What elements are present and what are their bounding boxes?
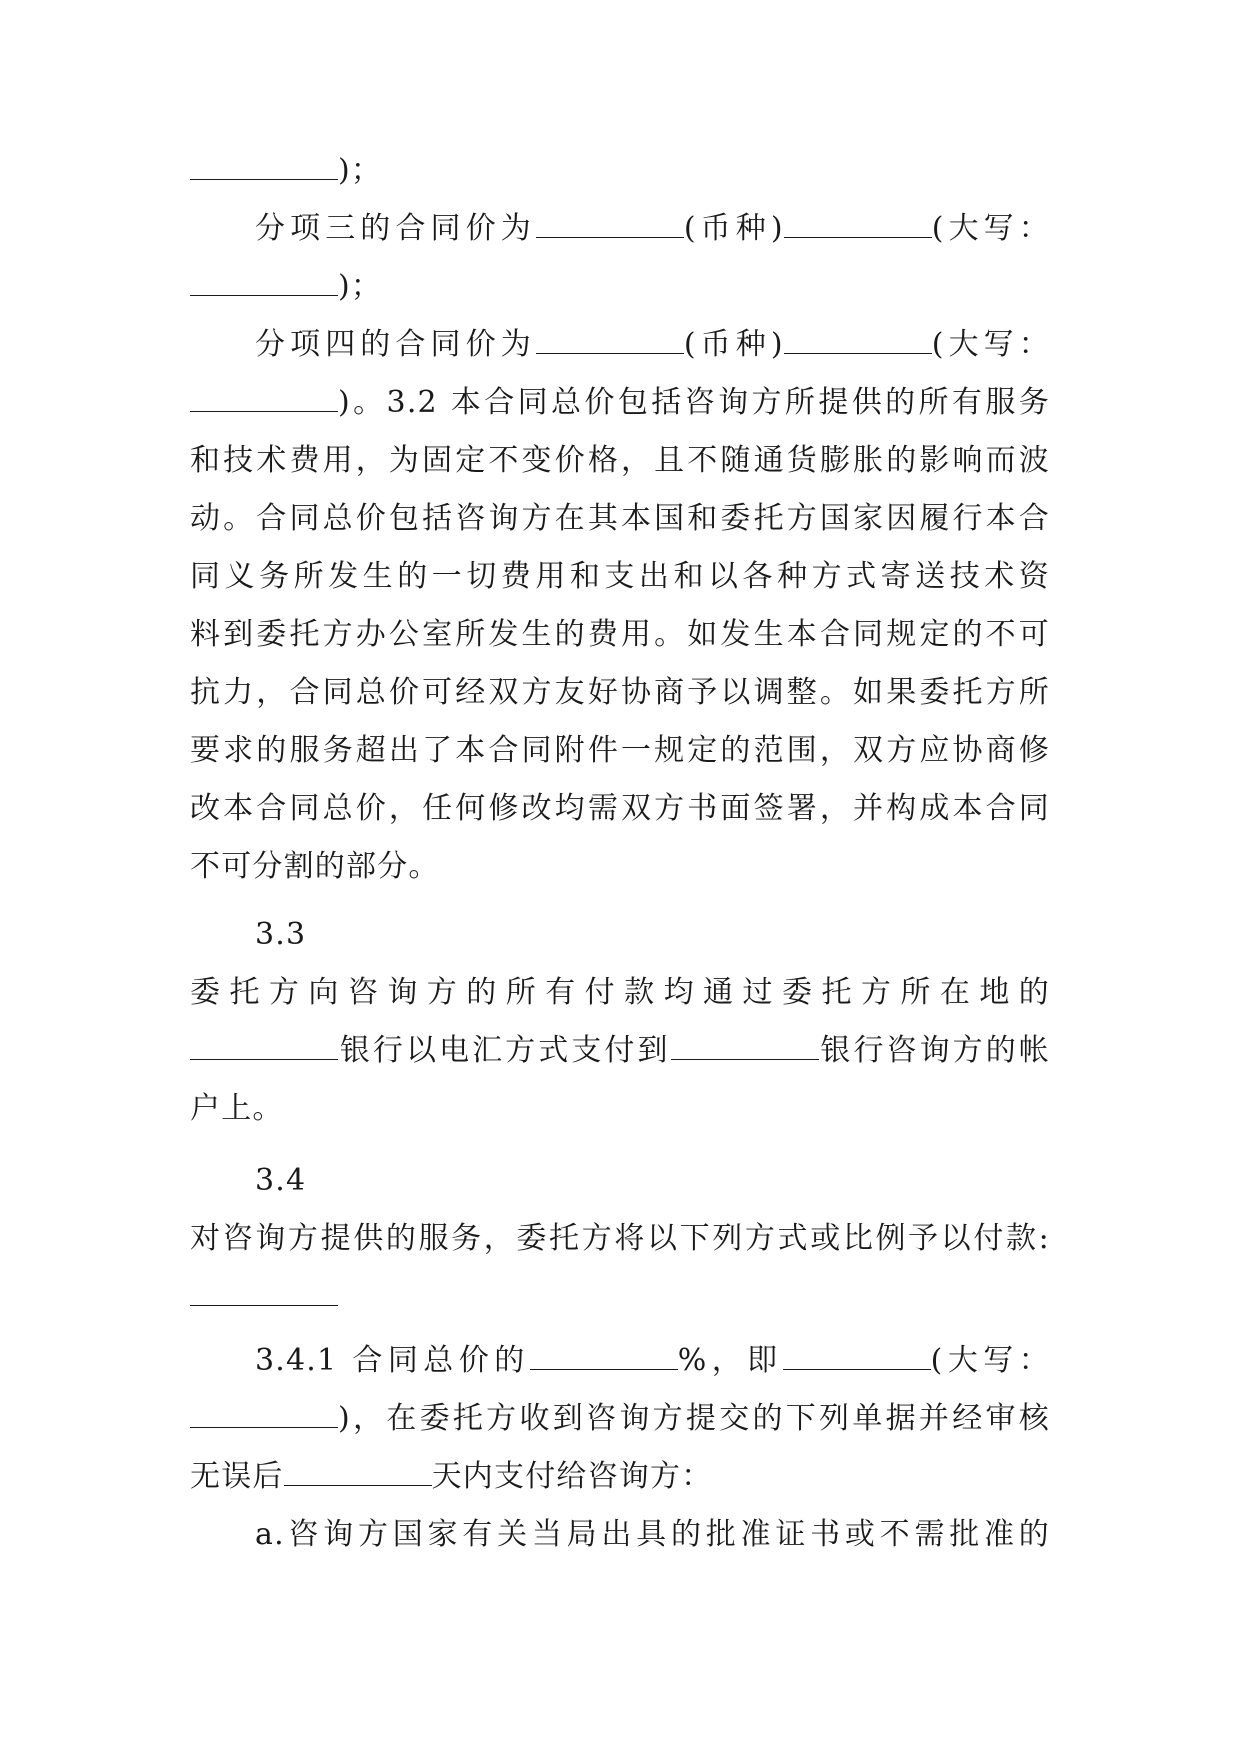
text-segment: (大写： <box>931 327 1050 362</box>
text-line <box>255 1332 1050 1390</box>
text-line: 同义务所发生的一切费用和支出和以各种方式寄送技术资 <box>190 559 1050 594</box>
text-line: 对咨询方提供的服务，委托方将以下列方式或比例予以付款: <box>190 1221 1050 1256</box>
text-segment: 天内支付给咨询方： <box>431 1459 713 1494</box>
fill-blank[interactable] <box>190 1023 338 1060</box>
text-line <box>255 200 1050 258</box>
text-segment: 银行咨询方的帐 <box>818 1033 1050 1068</box>
fill-blank[interactable] <box>536 201 684 238</box>
text-line: 和技术费用，为固定不变价格，且不随通货膨胀的影响而波 <box>190 443 1050 478</box>
fill-blank[interactable] <box>190 143 338 180</box>
text-segment: 银行以电汇方式支付到 <box>338 1033 671 1068</box>
fill-blank[interactable] <box>783 1333 931 1370</box>
text-line <box>190 1022 1050 1080</box>
text-segment: 3.4.1 合同总价的 <box>255 1343 530 1378</box>
text-line <box>190 258 1050 316</box>
fill-blank[interactable] <box>284 1449 432 1486</box>
text-line: 委托方向咨询方的所有付款均通过委托方所在地的 <box>190 975 1050 1010</box>
fill-blank[interactable] <box>671 1023 819 1060</box>
text-segment: %，即 <box>677 1343 783 1378</box>
text-segment: (大写： <box>931 211 1050 246</box>
text-segment: )，在委托方收到咨询方提交的下列单据并经审核 <box>338 1401 1050 1436</box>
fill-blank[interactable] <box>784 201 932 238</box>
text-line <box>190 1448 1050 1506</box>
fill-blank[interactable] <box>784 317 932 354</box>
text-line: 料到委托方办公室所发生的费用。如发生本合同规定的不可 <box>190 617 1050 652</box>
text-line: 改本合同总价，任何修改均需双方书面签署，并构成本合同 <box>190 791 1050 826</box>
fill-blank[interactable] <box>190 1391 338 1428</box>
text-segment: (币种) <box>683 211 784 246</box>
text-segment: 无误后 <box>190 1459 284 1494</box>
text-line <box>190 374 1050 432</box>
fill-blank[interactable] <box>530 1333 678 1370</box>
text-line: 动。合同总价包括咨询方在其本国和委托方国家因履行本合 <box>190 501 1050 536</box>
fill-blank[interactable] <box>190 375 338 412</box>
text-line <box>190 142 1050 200</box>
text-line: 要求的服务超出了本合同附件一规定的范围，双方应协商修 <box>190 733 1050 768</box>
section-number: 3.4 <box>255 1163 307 1198</box>
text-line <box>190 1268 1050 1326</box>
text-segment: )。3.2 本合同总价包括咨询方所提供的所有服务 <box>338 385 1050 420</box>
text-segment: (大写： <box>930 1343 1050 1378</box>
text-segment: (币种) <box>683 327 784 362</box>
text-segment: 分项三的合同价为 <box>255 211 536 246</box>
text-line: 抗力，合同总价可经双方友好协商予以调整。如果委托方所 <box>190 675 1050 710</box>
fill-blank[interactable] <box>190 1269 338 1306</box>
section-number: 3.3 <box>255 917 307 952</box>
text-line <box>190 1390 1050 1448</box>
text-line: 不可分割的部分。 <box>190 849 440 884</box>
fill-blank[interactable] <box>536 317 684 354</box>
text-segment: 分项四的合同价为 <box>255 327 536 362</box>
text-segment: )； <box>338 153 383 188</box>
fill-blank[interactable] <box>190 259 338 296</box>
text-line: a.咨询方国家有关当局出具的批准证书或不需批准的 <box>255 1517 1050 1552</box>
text-line <box>255 316 1050 374</box>
text-segment: )； <box>338 269 383 304</box>
text-line: 户上。 <box>190 1091 284 1126</box>
